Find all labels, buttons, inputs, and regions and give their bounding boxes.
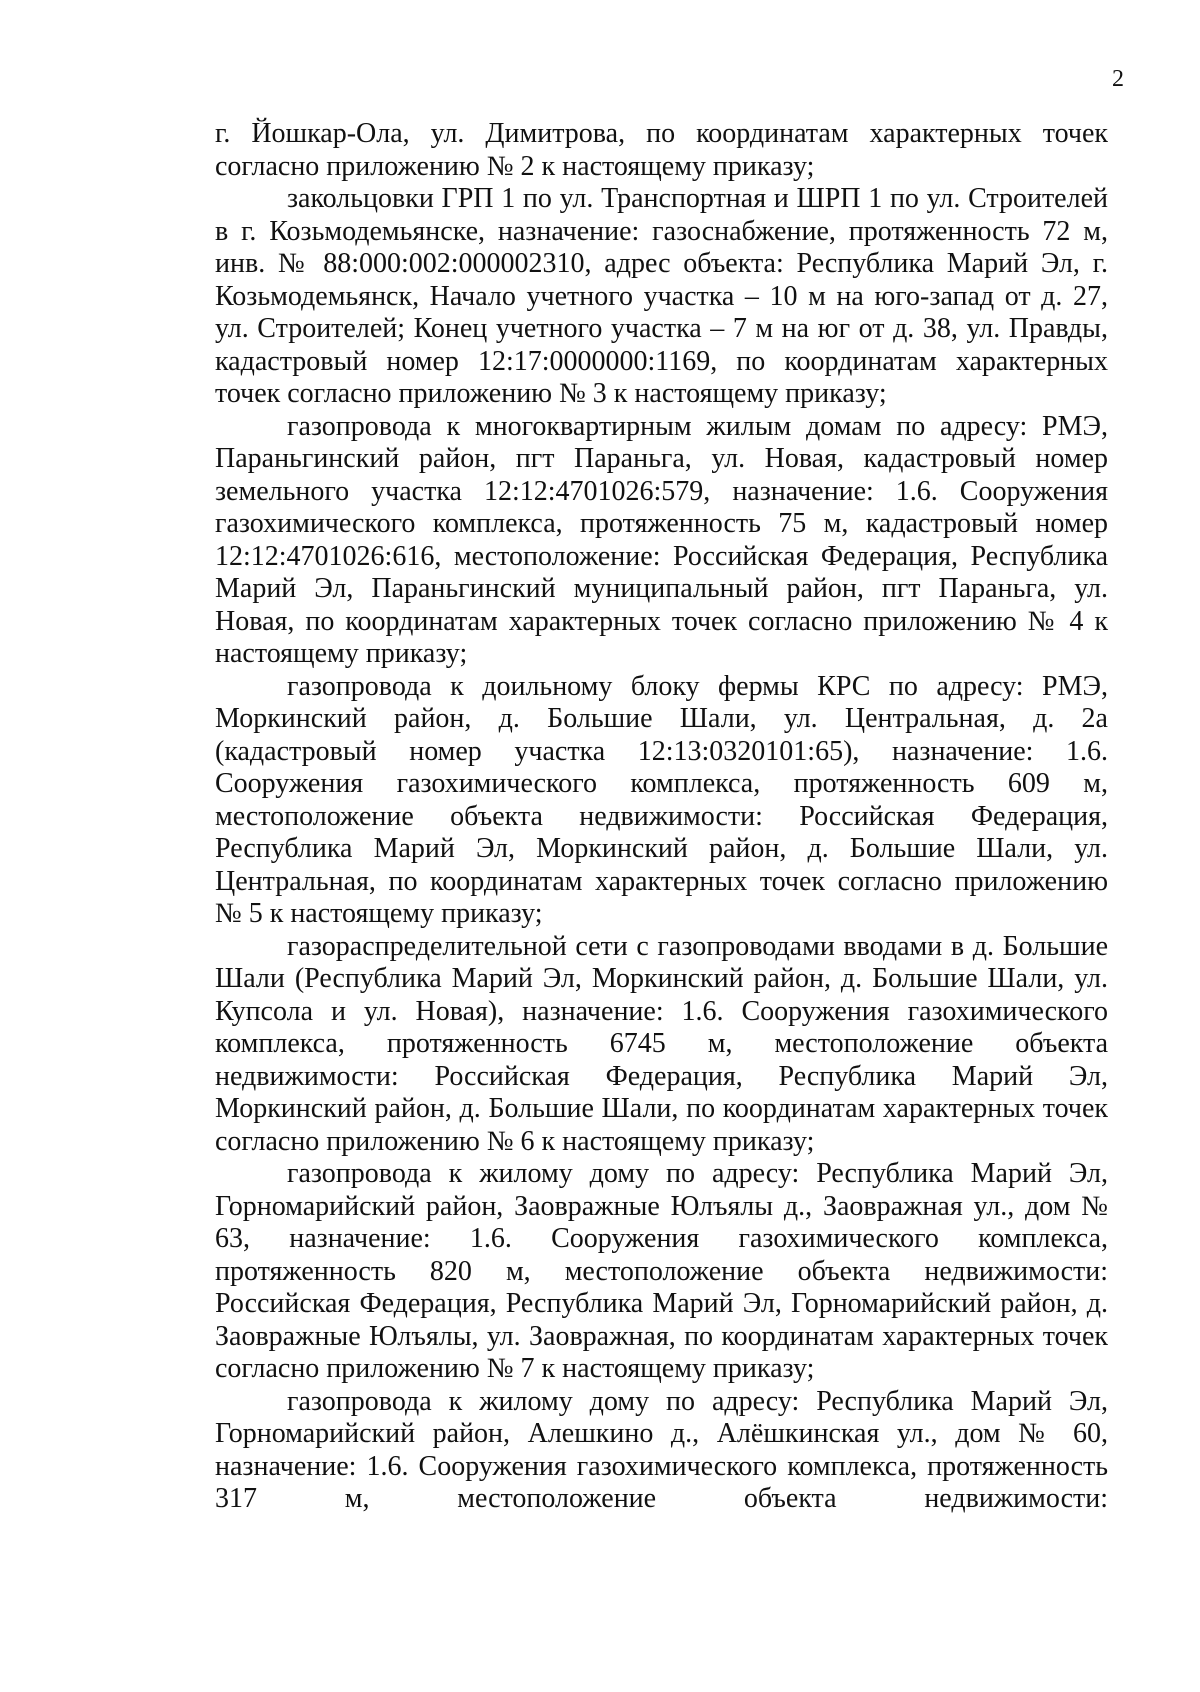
paragraph-grp-ring-kozmodemyansk: закольцовки ГРП 1 по ул. Транспортная и ШРП 1 по ул. Строителей в г. Козьмодемьянске, назначение: газоснабжение, протяженность 72 м, инв. № 88:000:002:000002310, адрес объекта: Республика Марий Эл, г. Козьмодемьянск, Начало учетного участка – 10 м на юго-запад от д. 27, ул. Строителей; Конец учетного участка – 7 м на юг от д. 38, ул. Правды, кадастровый номер 12:17:0000000:1169, по координатам характерных точек согласно приложению № 3 к настоящему приказу; bbox=[215, 183, 1108, 409]
paragraph-gas-pipeline-paranga: газопровода к многоквартирным жилым домам по адресу: РМЭ, Параньгинский район, пгт Параньга, ул. Новая, кадастровый номер земельного участка 12:12:4701026:579, назначение: 1.6. Сооружения газохимического комплекса, протяженность 75 м, кадастровый номер 12:12:4701026:616, местоположение: Российская Федерация, Республика Марий Эл, Параньгинский муниципальный район, пгт Параньга, ул. Новая, по координатам характерных точек согласно приложению № 4 к настоящему приказу; bbox=[215, 410, 1108, 669]
document-body bbox=[215, 118, 1108, 1516]
paragraph-gas-pipeline-milking-block: газопровода к доильному блоку фермы КРС по адресу: РМЭ, Моркинский район, д. Большие Шали, ул. Центральная, д. 2а (кадастровый номер участка 12:13:0320101:65), назначение: 1.6. Сооружения газохимического комплекса, протяженность 609 м, местоположение объекта недвижимости: Российская Федерация, Республика Марий Эл, Моркинский район, д. Большие Шали, ул. Центральная, по координатам характерных точек согласно приложению № 5 к настоящему приказу; bbox=[215, 670, 1108, 929]
paragraph-gas-distribution-network: газораспределительной сети с газопроводами вводами в д. Большие Шали (Республика Марий Эл, Моркинский район, д. Большие Шали, ул. Купсола и ул. Новая), назначение: 1.6. Сооружения газохимического комплекса, протяженность 6745 м, местоположение объекта недвижимости: Российская Федерация, Республика Марий Эл, Моркинский район, д. Большие Шали, по координатам характерных точек согласно приложению № 6 к настоящему приказу; bbox=[215, 930, 1108, 1157]
paragraph-continuation: г. Йошкар-Ола, ул. Димитрова, по координатам характерных точек согласно приложению № 2 к настоящему приказу; bbox=[215, 118, 1108, 182]
page-number: 2 bbox=[1112, 66, 1124, 92]
paragraph-gas-pipeline-zaovrazhnye: газопровода к жилому дому по адресу: Республика Марий Эл, Горномарийский район, Заовражные Юлъялы д., Заовражная ул., дом № 63, назначение: 1.6. Сооружения газохимического комплекса, протяженность 820 м, местоположение объекта недвижимости: Российская Федерация, Республика Марий Эл, Горномарийский район, д. Заовражные Юлъялы, ул. Заовражная, по координатам характерных точек согласно приложению № 7 к настоящему приказу; bbox=[215, 1158, 1108, 1384]
paragraph-gas-pipeline-aleshkino: газопровода к жилому дому по адресу: Республика Марий Эл, Горномарийский район, Алешкино д., Алёшкинская ул., дом № 60, назначение: 1.6. Сооружения газохимического комплекса, протяженность 317 м, местоположение объекта недвижимости: bbox=[215, 1385, 1108, 1514]
